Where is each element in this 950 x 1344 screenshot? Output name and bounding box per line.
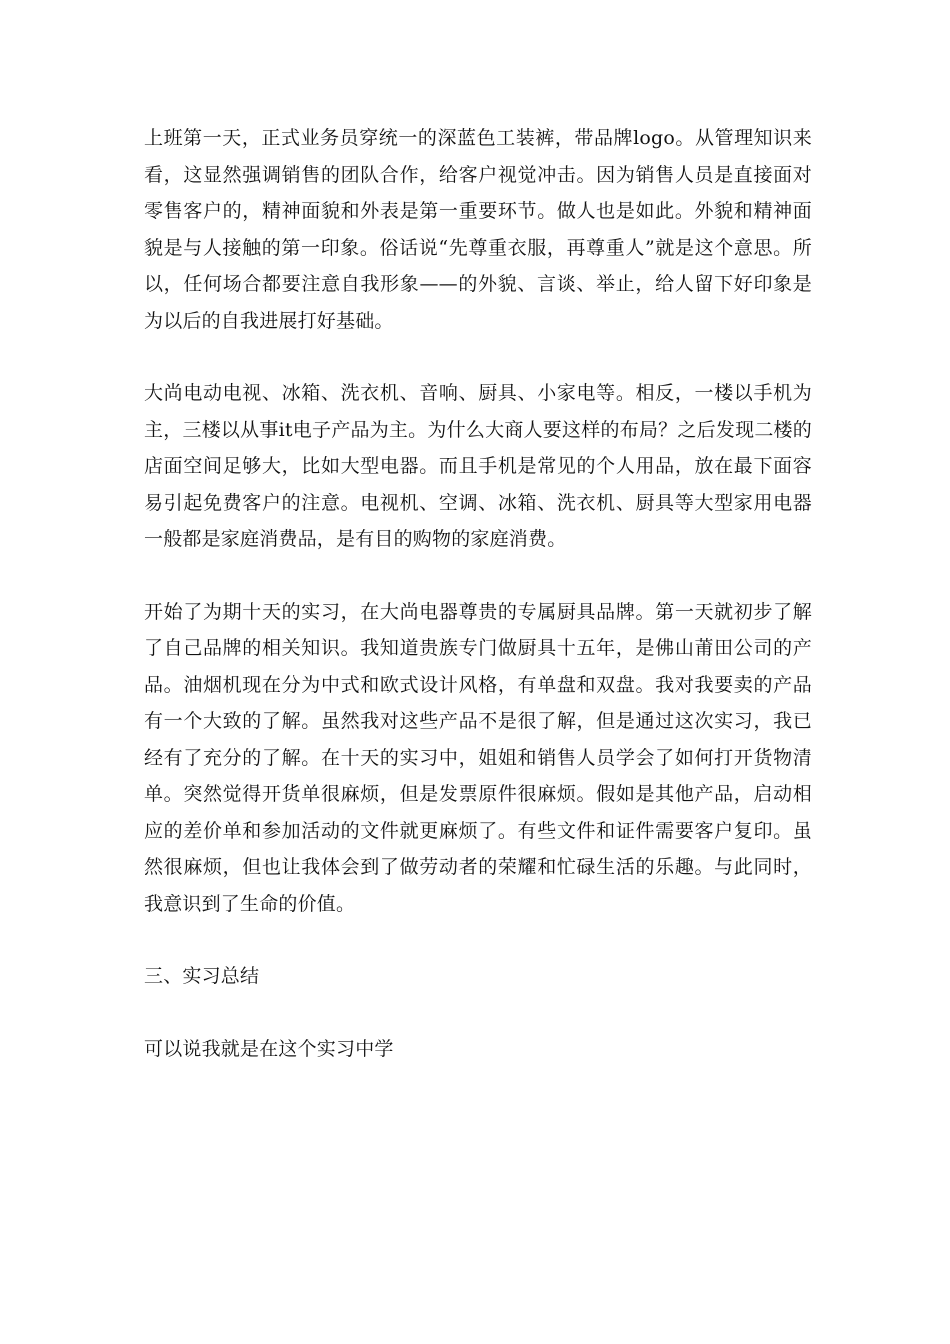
- section-heading: 三、实习总结: [144, 965, 260, 987]
- paragraph-internship-experience: 开始了为期十天的实习，在大尚电器尊贵的专属厨具品牌。第一天就初步了解了自己品牌的相关知识。我知道贵族专门做厨具十五年，是佛山莆田公司的产品。油烟机现在分为中式和欧式设计风格，有单盘和双盘。我对我要卖的产品有一个大致的了解。虽然我对这些产品不是很了解，但是通过这次实习，我已经有了充分的了解。在十天的实习中，姐姐和销售人员学会了如何打开货物清单。突然觉得开货单很麻烦，但是发票原件很麻烦。假如是其他产品，启动相应的差价单和参加活动的文件就更麻烦了。有些文件和证件需要客户复印。虽然很麻烦，但也让我体会到了做劳动者的荣耀和忙碌生活的乐趣。与此同时，我意识到了生命的价值。: [144, 600, 812, 915]
- document-body: [144, 120, 812, 1067]
- paragraph-store-layout: 大尚电动电视、冰箱、洗衣机、音响、厨具、小家电等。相反，一楼以手机为主，三楼以从事it电子产品为主。为什么大商人要这样的布局？之后发现二楼的店面空间足够大，比如大型电器。而且手机是常见的个人用品，放在最下面容易引起免费客户的注意。电视机、空调、冰箱、洗衣机、厨具等大型家用电器一般都是家庭消费品，是有目的购物的家庭消费。: [144, 382, 812, 550]
- paragraph-summary-start: 可以说我就是在这个实习中学: [144, 1037, 394, 1060]
- paragraph-uniform-image: 上班第一天，正式业务员穿统一的深蓝色工装裤，带品牌logo。从管理知识来看，这显然强调销售的团队合作，给客户视觉冲击。因为销售人员是直接面对零售客户的，精神面貌和外表是第一重要环节。做人也是如此。外貌和精神面貌是与人接触的第一印象。俗话说“先尊重衣服，再尊重人”就是这个意思。所以，任何场合都要注意自我形象——的外貌、言谈、举止，给人留下好印象是为以后的自我进展打好基础。: [144, 127, 812, 332]
